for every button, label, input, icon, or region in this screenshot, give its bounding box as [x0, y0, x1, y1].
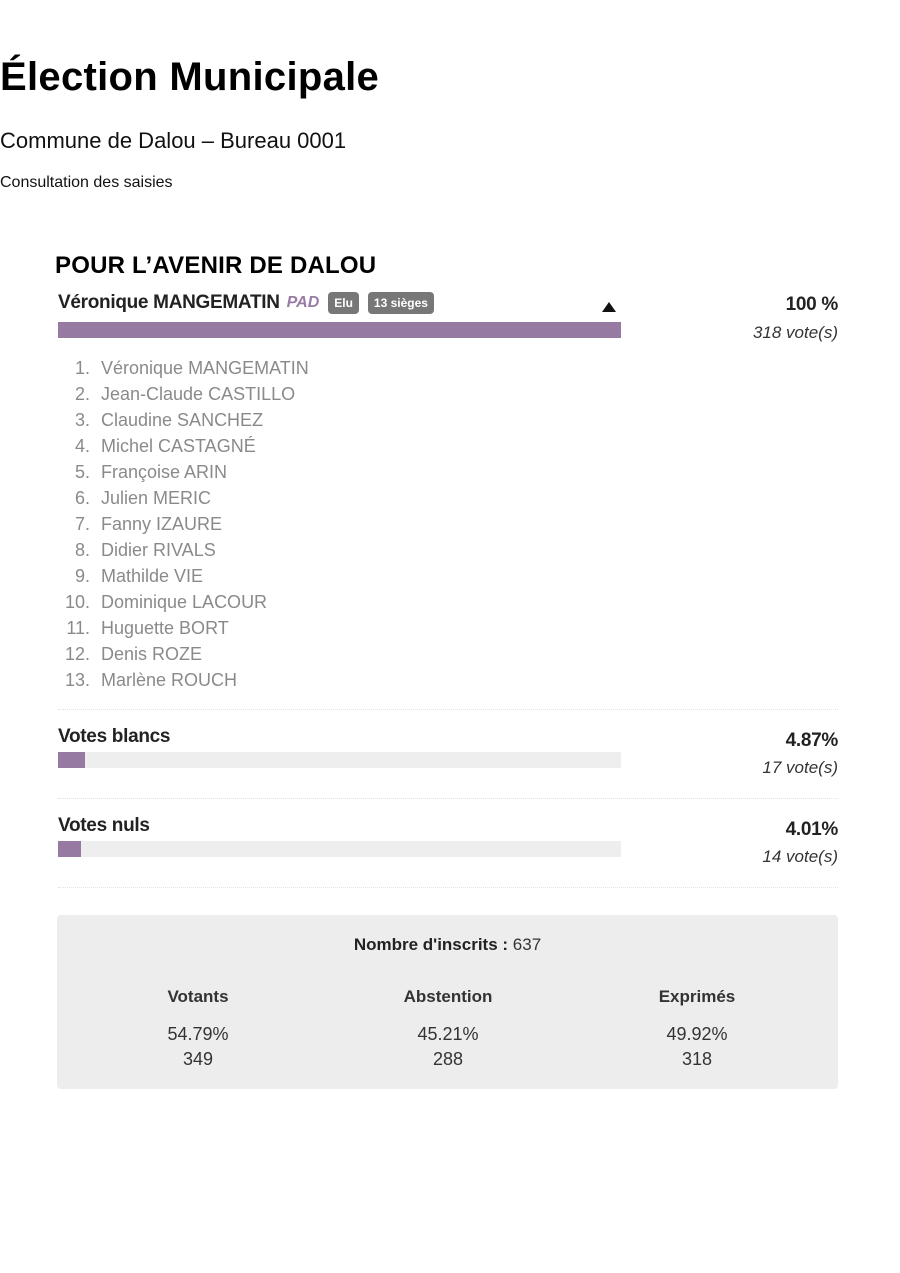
blank-votes-label: Votes blancs — [58, 726, 171, 747]
seats-badge: 13 sièges — [368, 292, 434, 314]
list-item — [58, 589, 309, 615]
list-item-name: Didier RIVALS — [101, 540, 216, 560]
list-item-number: 4. — [74, 436, 90, 456]
list-item — [58, 485, 309, 511]
list-item-name: Claudine SANCHEZ — [101, 410, 264, 430]
list-item — [58, 433, 309, 459]
list-item-number: 8. — [74, 540, 90, 560]
nuance-label: PAD — [286, 294, 320, 311]
list-item — [58, 537, 309, 563]
abstention-count: 288 — [432, 1049, 464, 1069]
page-title: Élection Municipale — [0, 55, 380, 99]
abstention-label: Abstention — [403, 987, 493, 1006]
list-item-name: Fanny IZAURE — [101, 514, 223, 534]
head-candidate-name: Véronique MANGEMATIN — [58, 292, 280, 313]
list-item-name: Mathilde VIE — [101, 566, 204, 586]
registered-count — [57, 935, 838, 955]
votants-percent: 54.79% — [167, 1024, 229, 1044]
section-title: Consultation des saisies — [0, 174, 173, 191]
list-item-number: 9. — [74, 566, 90, 586]
list-item-name: Huguette BORT — [101, 618, 229, 638]
list-item-number: 7. — [74, 514, 90, 534]
votants-label: Votants — [167, 987, 229, 1006]
list-item-number: 6. — [74, 488, 90, 508]
list-item — [58, 563, 309, 589]
stat-exprimes — [567, 987, 827, 1070]
page-subtitle: Commune de Dalou – Bureau 0001 — [0, 128, 347, 153]
null-votes-count: 14 vote(s) — [762, 847, 838, 866]
list-item — [58, 667, 309, 693]
list-item-name: Véronique MANGEMATIN — [101, 358, 309, 378]
blank-votes-bar — [58, 752, 621, 768]
list-item — [58, 459, 309, 485]
list-item-name: Julien MERIC — [101, 488, 212, 508]
list-votes: 318 vote(s) — [752, 323, 838, 342]
list-item-name: Michel CASTAGNÉ — [101, 436, 256, 456]
list-item-name: Françoise ARIN — [101, 462, 228, 482]
blank-votes-percent: 4.87% — [785, 730, 838, 751]
separator — [58, 887, 838, 888]
null-votes-label: Votes nuls — [58, 815, 150, 836]
registered-label: Nombre d'inscrits : — [353, 935, 509, 954]
list-item — [58, 511, 309, 537]
list-item-number: 11. — [66, 618, 90, 638]
registered-value: 637 — [512, 935, 542, 954]
list-item-name: Marlène ROUCH — [101, 670, 238, 690]
list-item-number: 13. — [64, 670, 90, 690]
list-item-number: 12. — [64, 644, 90, 664]
list-item — [58, 381, 309, 407]
blank-votes-fill — [58, 752, 85, 768]
stat-votants — [68, 987, 328, 1070]
blank-votes-count: 17 vote(s) — [762, 758, 838, 777]
separator — [58, 709, 838, 710]
list-item-name: Dominique LACOUR — [101, 592, 268, 612]
collapse-toggle-icon[interactable] — [602, 302, 616, 312]
list-item — [58, 641, 309, 667]
list-percent: 100 % — [785, 294, 838, 315]
abstention-percent: 45.21% — [417, 1024, 479, 1044]
candidate-list — [58, 355, 309, 693]
list-title: POUR L’AVENIR DE DALOU — [55, 252, 377, 279]
list-progress-bar — [58, 322, 621, 338]
exprimes-label: Exprimés — [658, 987, 736, 1006]
votants-count: 349 — [182, 1049, 214, 1069]
list-item — [58, 407, 309, 433]
null-votes-bar — [58, 841, 621, 857]
elected-badge: Elu — [328, 292, 359, 314]
null-votes-fill — [58, 841, 81, 857]
stat-abstention — [318, 987, 578, 1070]
turnout-summary — [57, 915, 838, 1089]
list-item-number: 10. — [64, 592, 90, 612]
list-item-name: Jean-Claude CASTILLO — [101, 384, 296, 404]
list-item — [58, 615, 309, 641]
null-votes-percent: 4.01% — [785, 819, 838, 840]
list-item-name: Denis ROZE — [101, 644, 203, 664]
exprimes-count: 318 — [681, 1049, 713, 1069]
candidate-header — [58, 290, 434, 316]
exprimes-percent: 49.92% — [666, 1024, 728, 1044]
list-item-number: 2. — [74, 384, 90, 404]
list-item — [58, 355, 309, 381]
list-item-number: 1. — [74, 358, 90, 378]
list-item-number: 5. — [74, 462, 90, 482]
list-item-number: 3. — [74, 410, 90, 430]
separator — [58, 798, 838, 799]
list-progress-fill — [58, 322, 621, 338]
